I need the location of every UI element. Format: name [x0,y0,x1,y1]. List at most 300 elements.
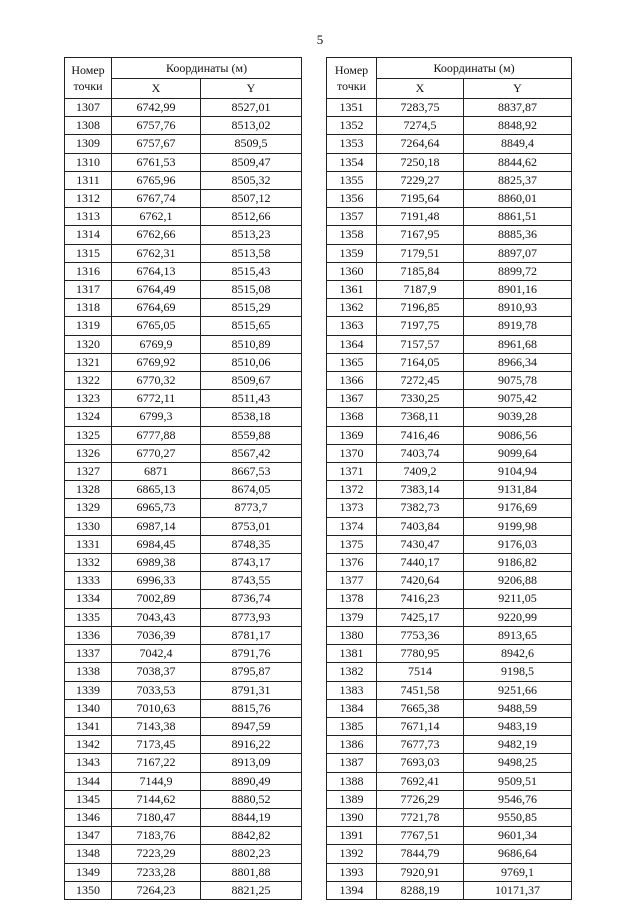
point-number-cell: 1354 [327,153,377,171]
y-coordinate-cell: 9546,76 [464,790,572,808]
y-coordinate-cell: 9509,51 [464,772,572,790]
point-number-cell: 1385 [327,717,377,735]
point-number-cell: 1324 [65,408,112,426]
x-coordinate-cell: 6772,11 [112,390,201,408]
point-number-cell: 1344 [65,772,112,790]
point-number-cell: 1348 [65,845,112,863]
table-row [65,808,302,826]
table-row [65,281,302,299]
y-coordinate-cell: 8791,31 [201,681,302,699]
y-coordinate-cell: 9176,03 [464,535,572,553]
x-coordinate-cell: 7283,75 [377,99,464,117]
table-row [65,754,302,772]
y-coordinate-cell: 9039,28 [464,408,572,426]
x-coordinate-cell: 6770,27 [112,444,201,462]
table-row [327,736,572,754]
point-number-cell: 1319 [65,317,112,335]
table-row [327,699,572,717]
x-coordinate-cell: 7036,39 [112,626,201,644]
point-number-cell: 1362 [327,299,377,317]
x-coordinate-cell: 6762,1 [112,208,201,226]
point-number-cell: 1356 [327,190,377,208]
table-row [327,244,572,262]
table-row [65,190,302,208]
x-coordinate-cell: 7196,85 [377,299,464,317]
table-row [65,299,302,317]
table-row [327,262,572,280]
x-coordinate-cell: 7010,63 [112,699,201,717]
x-coordinate-cell: 6871 [112,463,201,481]
x-coordinate-cell: 7514 [377,663,464,681]
table-row [65,117,302,135]
point-number-cell: 1375 [327,535,377,553]
point-number-cell: 1371 [327,463,377,481]
y-coordinate-cell: 9220,99 [464,608,572,626]
x-coordinate-cell: 6777,88 [112,426,201,444]
point-number-cell: 1373 [327,499,377,517]
x-coordinate-cell: 7164,05 [377,353,464,371]
y-coordinate-cell: 9099,64 [464,444,572,462]
table-row [65,335,302,353]
x-coordinate-cell: 7416,46 [377,426,464,444]
table-row [65,208,302,226]
x-coordinate-cell: 7409,2 [377,463,464,481]
point-number-cell: 1336 [65,626,112,644]
point-number-cell: 1361 [327,281,377,299]
x-coordinate-cell: 7144,9 [112,772,201,790]
table-row [65,353,302,371]
x-coordinate-cell: 6764,13 [112,262,201,280]
point-number-cell: 1368 [327,408,377,426]
y-coordinate-cell: 8848,92 [464,117,572,135]
point-number-cell: 1355 [327,171,377,189]
y-coordinate-cell: 9488,59 [464,699,572,717]
table-row [65,535,302,553]
y-coordinate-cell: 9186,82 [464,554,572,572]
y-coordinate-cell: 8885,36 [464,226,572,244]
x-coordinate-cell: 6996,33 [112,572,201,590]
table-row [327,208,572,226]
y-coordinate-cell: 9769,1 [464,863,572,881]
y-coordinate-cell: 8509,67 [201,372,302,390]
table-row [65,372,302,390]
point-number-cell: 1379 [327,608,377,626]
x-coordinate-cell: 7780,95 [377,645,464,663]
point-number-cell: 1382 [327,663,377,681]
x-coordinate-cell: 7157,57 [377,335,464,353]
y-coordinate-cell: 8880,52 [201,790,302,808]
y-coordinate-cell: 8849,4 [464,135,572,153]
table-row [65,663,302,681]
point-number-cell: 1339 [65,681,112,699]
point-number-cell: 1322 [65,372,112,390]
y-coordinate-cell: 8837,87 [464,99,572,117]
table-row [327,808,572,826]
x-coordinate-cell: 7844,79 [377,845,464,863]
point-number-cell: 1308 [65,117,112,135]
point-number-header: Номер точки [327,58,377,99]
y-coordinate-cell: 9211,05 [464,590,572,608]
point-number-cell: 1313 [65,208,112,226]
point-number-cell: 1365 [327,353,377,371]
table-row [327,845,572,863]
x-coordinate-cell: 7043,43 [112,608,201,626]
table-row [327,408,572,426]
table-row [327,827,572,845]
point-number-cell: 1389 [327,790,377,808]
table-row [65,699,302,717]
y-coordinate-cell: 8961,68 [464,335,572,353]
y-coordinate-cell: 8507,12 [201,190,302,208]
table-row [327,754,572,772]
y-coordinate-cell: 8919,78 [464,317,572,335]
y-coordinate-cell: 8773,93 [201,608,302,626]
y-coordinate-cell: 8942,6 [464,645,572,663]
x-coordinate-cell: 7753,36 [377,626,464,644]
y-coordinate-cell: 8860,01 [464,190,572,208]
point-number-cell: 1381 [327,645,377,663]
left-table-body [65,99,302,900]
table-row [65,408,302,426]
y-coordinate-cell: 8773,7 [201,499,302,517]
x-coordinate-cell: 6762,66 [112,226,201,244]
table-row [65,736,302,754]
x-coordinate-cell: 6799,3 [112,408,201,426]
point-number-cell: 1331 [65,535,112,553]
page-number: 5 [316,32,324,47]
table-row [327,426,572,444]
x-coordinate-cell: 6762,31 [112,244,201,262]
x-coordinate-cell: 7383,14 [377,481,464,499]
y-coordinate-cell: 8512,66 [201,208,302,226]
point-number-cell: 1335 [65,608,112,626]
x-coordinate-cell: 6742,99 [112,99,201,117]
x-coordinate-cell: 7430,47 [377,535,464,553]
point-number-cell: 1334 [65,590,112,608]
point-number-cell: 1378 [327,590,377,608]
y-coordinate-cell: 8753,01 [201,517,302,535]
point-number-cell: 1317 [65,281,112,299]
x-coordinate-cell: 7250,18 [377,153,464,171]
point-number-cell: 1321 [65,353,112,371]
y-coordinate-cell: 9206,88 [464,572,572,590]
x-coordinate-cell: 7144,62 [112,790,201,808]
table-row [327,444,572,462]
point-number-cell: 1307 [65,99,112,117]
x-coordinate-cell: 6765,96 [112,171,201,189]
point-number-cell: 1366 [327,372,377,390]
table-row [65,171,302,189]
point-number-cell: 1312 [65,190,112,208]
y-coordinate-cell: 9104,94 [464,463,572,481]
table-row [65,554,302,572]
x-coordinate-cell: 7187,9 [377,281,464,299]
y-coordinate-cell: 8815,76 [201,699,302,717]
y-coordinate-cell: 8916,22 [201,736,302,754]
x-coordinate-cell: 7440,17 [377,554,464,572]
y-coordinate-cell: 9199,98 [464,517,572,535]
y-coordinate-cell: 8515,65 [201,317,302,335]
y-coordinate-cell: 8510,06 [201,353,302,371]
x-coordinate-cell: 7451,58 [377,681,464,699]
x-coordinate-cell: 7721,78 [377,808,464,826]
x-coordinate-cell: 7229,27 [377,171,464,189]
x-coordinate-cell: 7330,25 [377,390,464,408]
table-row [65,226,302,244]
y-coordinate-cell: 8842,82 [201,827,302,845]
y-coordinate-cell: 8825,37 [464,171,572,189]
table-row [65,481,302,499]
point-number-cell: 1377 [327,572,377,590]
table-row [327,572,572,590]
table-row [327,608,572,626]
table-row [327,281,572,299]
point-number-cell: 1353 [327,135,377,153]
x-coordinate-cell: 7223,29 [112,845,201,863]
right-table-body [327,99,572,900]
x-coordinate-cell: 7382,73 [377,499,464,517]
point-number-cell: 1311 [65,171,112,189]
x-coordinate-cell: 6865,13 [112,481,201,499]
x-coordinate-cell: 7274,5 [377,117,464,135]
x-coordinate-cell: 6761,53 [112,153,201,171]
point-number-cell: 1358 [327,226,377,244]
point-number-cell: 1326 [65,444,112,462]
y-coordinate-cell: 9601,34 [464,827,572,845]
y-coordinate-cell: 9086,56 [464,426,572,444]
point-number-cell: 1333 [65,572,112,590]
x-coordinate-cell: 7692,41 [377,772,464,790]
table-row [327,772,572,790]
table-row [327,190,572,208]
table-row [327,554,572,572]
point-number-cell: 1392 [327,845,377,863]
point-number-cell: 1380 [327,626,377,644]
table-row [327,881,572,899]
x-coordinate-cell: 7185,84 [377,262,464,280]
table-row [65,790,302,808]
y-coordinate-cell: 9251,66 [464,681,572,699]
x-coordinate-cell: 6767,74 [112,190,201,208]
point-number-cell: 1340 [65,699,112,717]
point-number-cell: 1386 [327,736,377,754]
point-number-cell: 1383 [327,681,377,699]
point-number-cell: 1370 [327,444,377,462]
y-coordinate-cell: 8910,93 [464,299,572,317]
x-coordinate-cell: 7665,38 [377,699,464,717]
table-row [327,590,572,608]
y-coordinate-cell: 9498,25 [464,754,572,772]
x-coordinate-cell: 7693,03 [377,754,464,772]
y-coordinate-cell: 8510,89 [201,335,302,353]
table-row [65,499,302,517]
y-coordinate-cell: 8791,76 [201,645,302,663]
y-coordinate-cell: 8913,09 [201,754,302,772]
point-number-cell: 1351 [327,99,377,117]
table-row [327,153,572,171]
y-coordinate-cell: 9550,85 [464,808,572,826]
y-coordinate-cell: 8559,88 [201,426,302,444]
point-number-cell: 1369 [327,426,377,444]
y-coordinate-cell: 8505,32 [201,171,302,189]
y-coordinate-cell: 8844,19 [201,808,302,826]
x-coordinate-cell: 8288,19 [377,881,464,899]
x-coordinate-cell: 6769,9 [112,335,201,353]
point-number-cell: 1359 [327,244,377,262]
table-row [327,863,572,881]
point-number-cell: 1343 [65,754,112,772]
x-coordinate-cell: 7180,47 [112,808,201,826]
y-coordinate-cell: 9482,19 [464,736,572,754]
y-coordinate-cell: 8802,23 [201,845,302,863]
table-row [327,626,572,644]
table-row [65,262,302,280]
x-coordinate-cell: 6987,14 [112,517,201,535]
x-coordinate-cell: 7368,11 [377,408,464,426]
table-row [65,772,302,790]
table-row [327,335,572,353]
table-row [327,663,572,681]
y-coordinate-cell: 8513,02 [201,117,302,135]
coordinates-header: Координаты (м) [112,58,302,79]
point-number-cell: 1328 [65,481,112,499]
point-number-cell: 1352 [327,117,377,135]
y-coordinate-cell: 8667,53 [201,463,302,481]
y-coordinate-cell: 8515,43 [201,262,302,280]
y-header: Y [464,79,572,99]
table-row [327,99,572,117]
y-coordinate-cell: 8515,08 [201,281,302,299]
y-coordinate-cell: 9131,84 [464,481,572,499]
x-coordinate-cell: 6764,69 [112,299,201,317]
y-coordinate-cell: 8674,05 [201,481,302,499]
coordinates-table-left [64,57,302,900]
x-coordinate-cell: 7233,28 [112,863,201,881]
point-number-cell: 1325 [65,426,112,444]
y-coordinate-cell: 8743,55 [201,572,302,590]
x-coordinate-cell: 7195,64 [377,190,464,208]
x-coordinate-cell: 7197,75 [377,317,464,335]
x-coordinate-cell: 7726,29 [377,790,464,808]
x-coordinate-cell: 6757,76 [112,117,201,135]
table-row [65,827,302,845]
y-coordinate-cell: 8947,59 [201,717,302,735]
table-row [327,117,572,135]
y-coordinate-cell: 8527,01 [201,99,302,117]
y-coordinate-cell: 8897,07 [464,244,572,262]
x-coordinate-cell: 7179,51 [377,244,464,262]
table-row [65,626,302,644]
x-coordinate-cell: 7403,84 [377,517,464,535]
y-coordinate-cell: 8567,42 [201,444,302,462]
table-row [65,517,302,535]
x-coordinate-cell: 7272,45 [377,372,464,390]
point-number-cell: 1347 [65,827,112,845]
y-coordinate-cell: 10171,37 [464,881,572,899]
table-row [327,790,572,808]
point-number-cell: 1357 [327,208,377,226]
point-number-cell: 1323 [65,390,112,408]
table-row [65,572,302,590]
table-row [65,99,302,117]
x-coordinate-cell: 7420,64 [377,572,464,590]
x-coordinate-cell: 7038,37 [112,663,201,681]
table-row [327,299,572,317]
y-coordinate-cell: 8781,17 [201,626,302,644]
x-coordinate-cell: 6765,05 [112,317,201,335]
point-number-cell: 1329 [65,499,112,517]
y-coordinate-cell: 8513,23 [201,226,302,244]
coordinates-table-right [326,57,572,900]
x-coordinate-cell: 6770,32 [112,372,201,390]
y-coordinate-cell: 8509,47 [201,153,302,171]
y-coordinate-cell: 8913,65 [464,626,572,644]
y-coordinate-cell: 8511,43 [201,390,302,408]
point-number-cell: 1349 [65,863,112,881]
point-number-cell: 1318 [65,299,112,317]
x-coordinate-cell: 7173,45 [112,736,201,754]
x-coordinate-cell: 6965,73 [112,499,201,517]
x-coordinate-cell: 7264,23 [112,881,201,899]
x-coordinate-cell: 6984,45 [112,535,201,553]
x-coordinate-cell: 6764,49 [112,281,201,299]
table-row [327,645,572,663]
y-coordinate-cell: 8890,49 [201,772,302,790]
x-coordinate-cell: 7167,22 [112,754,201,772]
x-header: X [112,79,201,99]
x-coordinate-cell: 7183,76 [112,827,201,845]
y-coordinate-cell: 8844,62 [464,153,572,171]
y-coordinate-cell: 8899,72 [464,262,572,280]
point-number-cell: 1384 [327,699,377,717]
table-row [65,390,302,408]
y-coordinate-cell: 8821,25 [201,881,302,899]
y-coordinate-cell: 8538,18 [201,408,302,426]
point-number-cell: 1363 [327,317,377,335]
x-coordinate-cell: 7033,53 [112,681,201,699]
point-number-cell: 1367 [327,390,377,408]
point-number-header: Номер точки [65,58,112,99]
table-row [327,463,572,481]
y-coordinate-cell: 8966,34 [464,353,572,371]
y-coordinate-cell: 8736,74 [201,590,302,608]
table-row [65,135,302,153]
table-row [327,171,572,189]
x-coordinate-cell: 7042,4 [112,645,201,663]
point-number-cell: 1374 [327,517,377,535]
table-row [65,317,302,335]
table-row [327,135,572,153]
point-number-cell: 1391 [327,827,377,845]
x-coordinate-cell: 7002,89 [112,590,201,608]
x-coordinate-cell: 7143,38 [112,717,201,735]
x-coordinate-cell: 6769,92 [112,353,201,371]
table-row [65,244,302,262]
point-number-cell: 1327 [65,463,112,481]
table-row [65,845,302,863]
y-coordinate-cell: 9686,64 [464,845,572,863]
x-coordinate-cell: 6989,38 [112,554,201,572]
point-number-cell: 1387 [327,754,377,772]
table-row [327,317,572,335]
point-number-cell: 1338 [65,663,112,681]
table-row [65,645,302,663]
x-coordinate-cell: 7191,48 [377,208,464,226]
point-number-cell: 1332 [65,554,112,572]
point-number-cell: 1393 [327,863,377,881]
coordinates-header: Координаты (м) [377,58,572,79]
point-number-cell: 1388 [327,772,377,790]
